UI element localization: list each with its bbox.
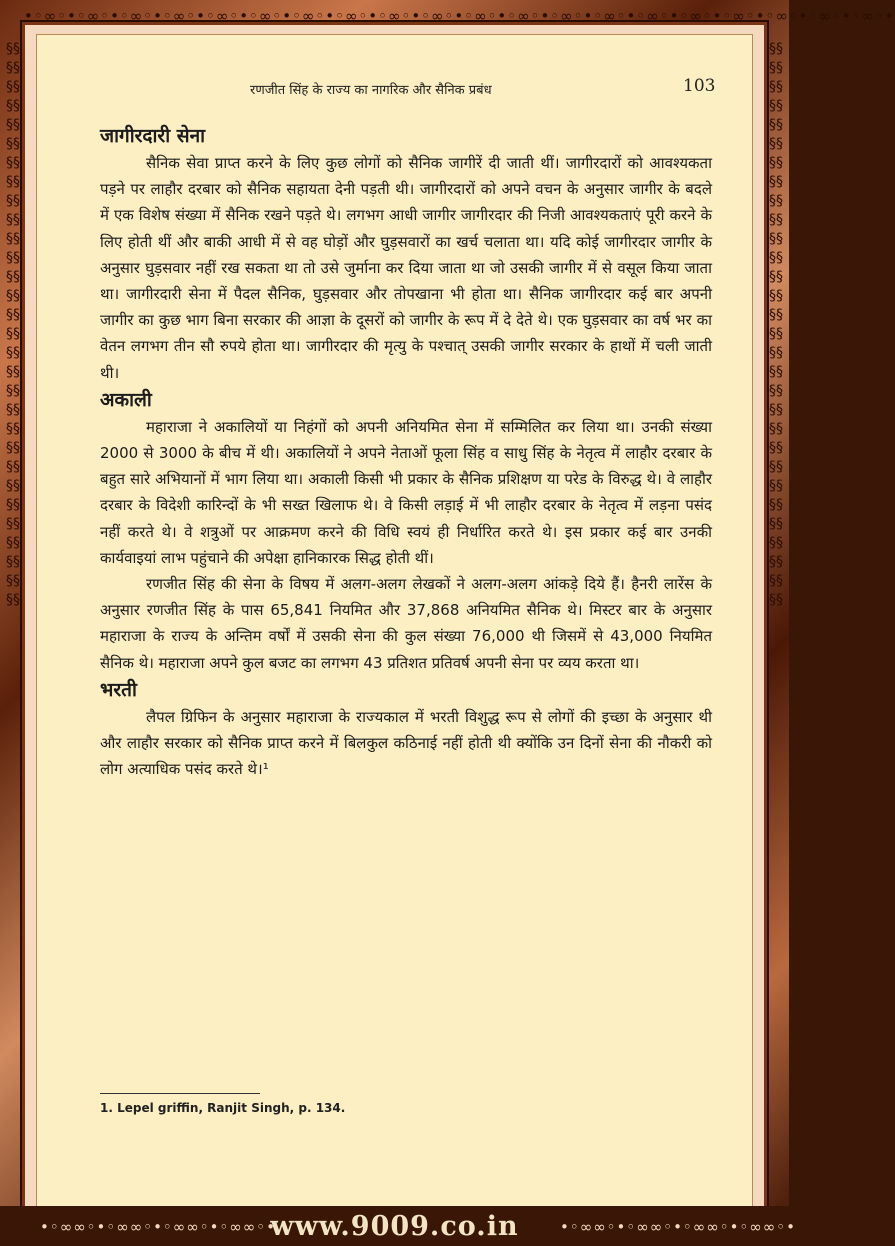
page-content — [100, 122, 712, 782]
section-heading-jagirdari: जागीरदारी सेना — [100, 125, 206, 147]
running-header: रणजीत सिंह के राज्य का नागरिक और सैनिक प्रबंध — [250, 83, 492, 98]
right-ornament: §§§§§§§§§§§§§§§§§§§§§§§§§§§§§§§§§§§§§§§§§§§§§§§§§§§§§§§§§§§§ — [769, 41, 783, 608]
paragraph: सैनिक सेवा प्राप्त करने के लिए कुछ लोगों को सैनिक जागीरें दी जाती थीं। जागीरदारों को आवश्यकता पड़ने पर लाहौर दरबार को सैनिक सहायता देनी पड़ती थी। जागीरदारों को अपने वचन के अनुसार जागीर के बदले में एक विशेष संख्या में सैनिक रखने पड़ते थे। लगभग आधी जागीर जागीरदार की निजी आवश्यकताएं पूरी करने के लिए होती थीं और बाकी आधी में से वह घोड़ों और घुड़सवारों का खर्च चलाता था। यदि कोई जागीरदार जागीर के अनुसार घुड़सवार नहीं रख सकता था तो उसे जुर्माना कर दिया जाता था जो उसकी जागीर में से वसूल किया जाता था। जागीरदारी सेना में पैदल सैनिक, घुड़सवार और तोपखाना भी होता था। सैनिक जागीरदार कई बार अपनी जागीर का कुछ भाग बिना सरकार की आज्ञा के दूसरों को जागीर के रूप में दे देते थे। एक घुड़सवार का वर्ष भर का वेतन लगभग तीन सौ रुपये होता था। जागीरदार की मृत्यु के पश्चात् उसकी जागीर सरकार के हाथों में चली जाती थी। — [100, 154, 712, 382]
top-ornament: •◦∞◦•◦∞◦•◦∞◦•◦∞◦•◦∞◦•◦∞◦•◦∞◦•◦∞◦•◦∞◦•◦∞◦•◦∞◦•◦∞◦•◦∞◦•◦∞◦•◦∞◦•◦∞◦•◦∞◦•◦∞◦•◦∞◦•◦∞◦• — [24, 7, 895, 25]
paragraph: रणजीत सिंह की सेना के विषय में अलग-अलग लेखकों ने अलग-अलग आंकड़े दिये हैं। हैनरी लारेंस के अनुसार रणजीत सिंह के पास 65,841 नियमित और 37,868 अनियमित सैनिक थे। मिस्टर बार के अनुसार महाराजा के राज्य के अन्तिम वर्षों में उसकी सेना की कुल संख्या 76,000 थी जिसमें से 43,000 नियमित सैनिक थे। महाराजा अपने कुल बजट का लगभग 43 प्रतिशत प्रतिवर्ष अपनी सेना पर व्यय करता था। — [100, 575, 712, 672]
section-heading-bharti: भरती — [100, 678, 137, 701]
footer-right-ornament: •◦∞∞◦•◦∞∞◦•◦∞∞◦•◦∞∞◦• — [560, 1218, 796, 1236]
footnote: 1. Lepel griffin, Ranjit Singh, p. 134. — [100, 1101, 346, 1115]
paragraph: लैपल ग्रिफिन के अनुसार महाराजा के राज्यकाल में भरती विशुद्ध रूप से लोगों की इच्छा के अनुसार थी और लाहौर सरकार को सैनिक प्राप्त करने में बिलकुल कठिनाई नहीं होती थी क्योंकि उन दिनों सेना की नौकरी को लोग अत्याधिक पसंद करते थे।¹ — [100, 707, 712, 779]
paragraph: महाराजा ने अकालियों या निहंगों को अपनी अनियमित सेना में सम्मिलित कर लिया था। उनकी संख्या 2000 से 3000 के बीच में थी। अकालियों ने अपने नेताओं फूला सिंह व साधु सिंह के नेतृत्व में लाहौर दरबार के बहुत सारे अभियानों में भाग लिया था। अकाली किसी भी प्रकार के सैनिक प्रशिक्षण या परेड के विरुद्ध थे। वे लाहौर दरबार के विदेशी कारिन्दों के भी सख्त खिलाफ थे। वे किसी लड़ाई में भी लाहौर दरबार के नेतृत्व में लड़ना पसंद नहीं करते थे। वे शत्रुओं पर आक्रमण करने की विधि स्वयं ही निर्धारित करते थे। इस प्रकार कई बार उनकी कार्यवाइयां लाभ पहुंचाने की अपेक्षा हानिकारक सिद्ध होती थीं। — [100, 417, 712, 567]
footnote-divider — [100, 1093, 260, 1094]
footer-website-link[interactable]: www.9009.co.in — [270, 1211, 519, 1242]
footer-left-ornament: •◦∞∞◦•◦∞∞◦•◦∞∞◦•◦∞∞◦• — [40, 1218, 276, 1236]
section-heading-akali: अकाली — [100, 388, 152, 411]
left-ornament: §§§§§§§§§§§§§§§§§§§§§§§§§§§§§§§§§§§§§§§§§§§§§§§§§§§§§§§§§§§§ — [6, 41, 20, 608]
page-number: 103 — [683, 76, 716, 96]
